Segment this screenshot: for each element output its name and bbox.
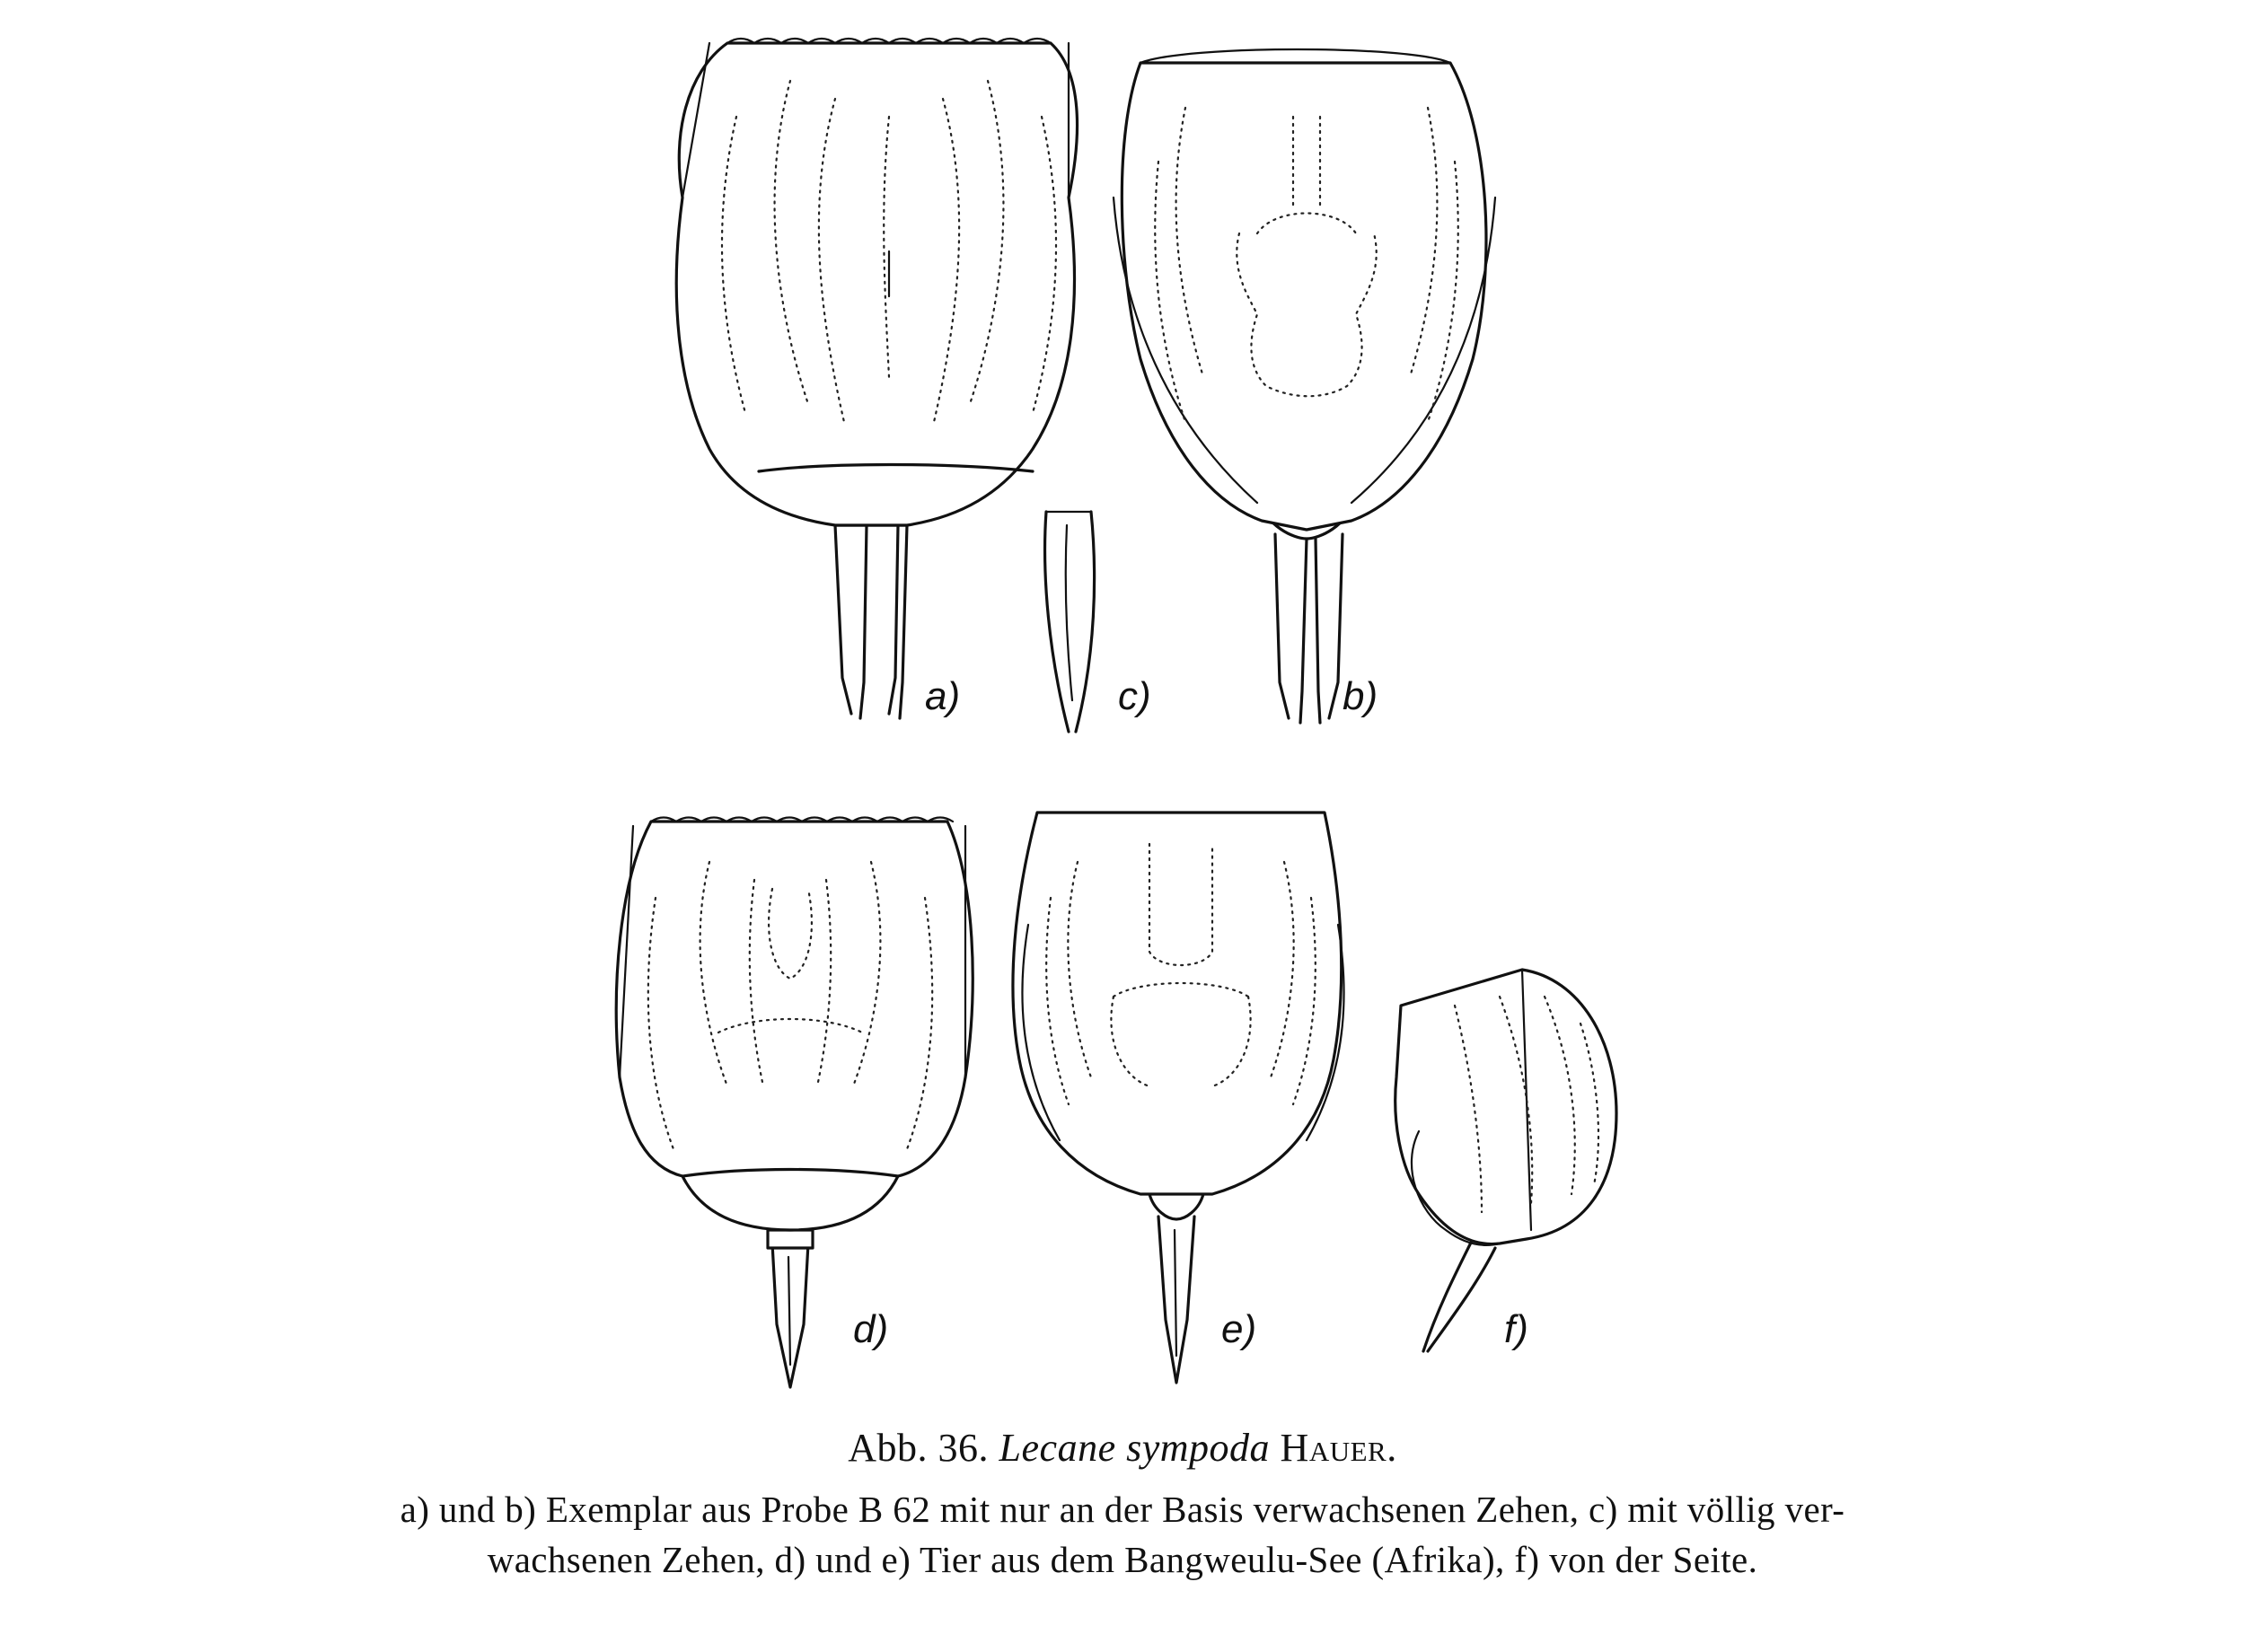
figure-number: Abb. 36. <box>848 1426 990 1470</box>
panel-b-label: b) <box>1343 674 1378 718</box>
panel-e-label: e) <box>1221 1307 1257 1351</box>
species-author: Hauer. <box>1280 1426 1397 1470</box>
panel-a-label: a) <box>925 674 961 718</box>
panel-a-drawing <box>676 39 1077 718</box>
panel-f-drawing <box>1395 970 1616 1351</box>
panel-b-drawing <box>1114 49 1495 723</box>
panel-c-label: c) <box>1118 674 1151 718</box>
caption-body <box>0 1484 2245 1585</box>
panel-c-drawing <box>1045 512 1151 732</box>
panel-e-drawing <box>1013 813 1344 1383</box>
species-name: Lecane sympoda <box>999 1426 1271 1470</box>
panel-d-drawing <box>616 818 973 1388</box>
caption-line-1: a) und b) Exemplar aus Probe B 62 mit nur an der Basis verwachsenen Zehen, c) mit völlig ver- <box>400 1489 1845 1530</box>
caption-title <box>0 1423 2245 1473</box>
panel-d-label: d) <box>853 1307 889 1351</box>
panel-f-label: f) <box>1504 1307 1528 1351</box>
figure-caption <box>0 1423 2245 1585</box>
caption-line-2: wachsenen Zehen, d) und e) Tier aus dem Bangweulu-See (Afrika), f) von der Seite. <box>487 1539 1758 1580</box>
